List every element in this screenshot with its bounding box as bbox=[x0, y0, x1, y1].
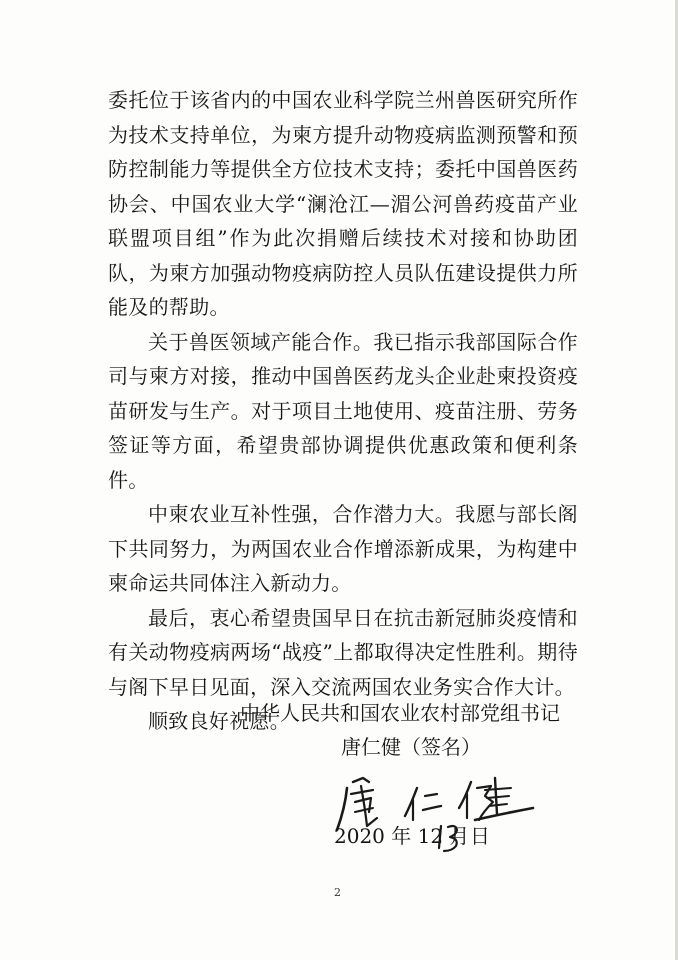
date-suffix: 日 bbox=[470, 824, 490, 848]
paragraph-regards: 顺致良好祝愿。 bbox=[148, 709, 291, 733]
paragraph-capacity-cooperation: 关于兽医领域产能合作。我已指示我部国际合作司与柬方对接，推动中国兽医药龙头企业赴柬投资疫苗研发与生产。对于项目土地使用、疫苗注册、劳务签证等方面，希望贵部协调提供优惠政策和便利条件。 bbox=[108, 329, 578, 492]
page-number: 2 bbox=[334, 886, 341, 899]
paragraph-complementarity: 中柬农业互补性强，合作潜力大。我愿与部长阁下共同努力，为两国农业合作增添新成果，为构建中柬命运共同体注入新动力。 bbox=[108, 502, 578, 595]
signatory-name: 唐仁健（签名） bbox=[341, 735, 481, 759]
letter-body bbox=[108, 83, 578, 739]
signatory-title: 中华人民共和国农业农村部党组书记 bbox=[240, 701, 560, 725]
handwritten-day bbox=[434, 818, 464, 854]
date-prefix: 2020 年 12 月 bbox=[334, 824, 470, 848]
paragraph-closing-wishes: 最后，衷心希望贵国早日在抗击新冠肺炎疫情和有关动物疫病两场“战疫”上都取得决定性胜利。期待与阁下早日见面，深入交流两国农业务实合作大计。 bbox=[108, 605, 578, 699]
paragraph-tech-support: 委托位于该省内的中国农业科学院兰州兽医研究所作为技术支持单位，为柬方提升动物疫病监测预警和预防控制能力等提供全方位技术支持；委托中国兽医药协会、中国农业大学“澜沧江—湄公河兽药疫苗产业联盟项目组”作为此次捐赠后续技术对接和协助团队，为柬方加强动物疫病防控人员队伍建设提供力所能及的帮助。 bbox=[108, 88, 578, 319]
